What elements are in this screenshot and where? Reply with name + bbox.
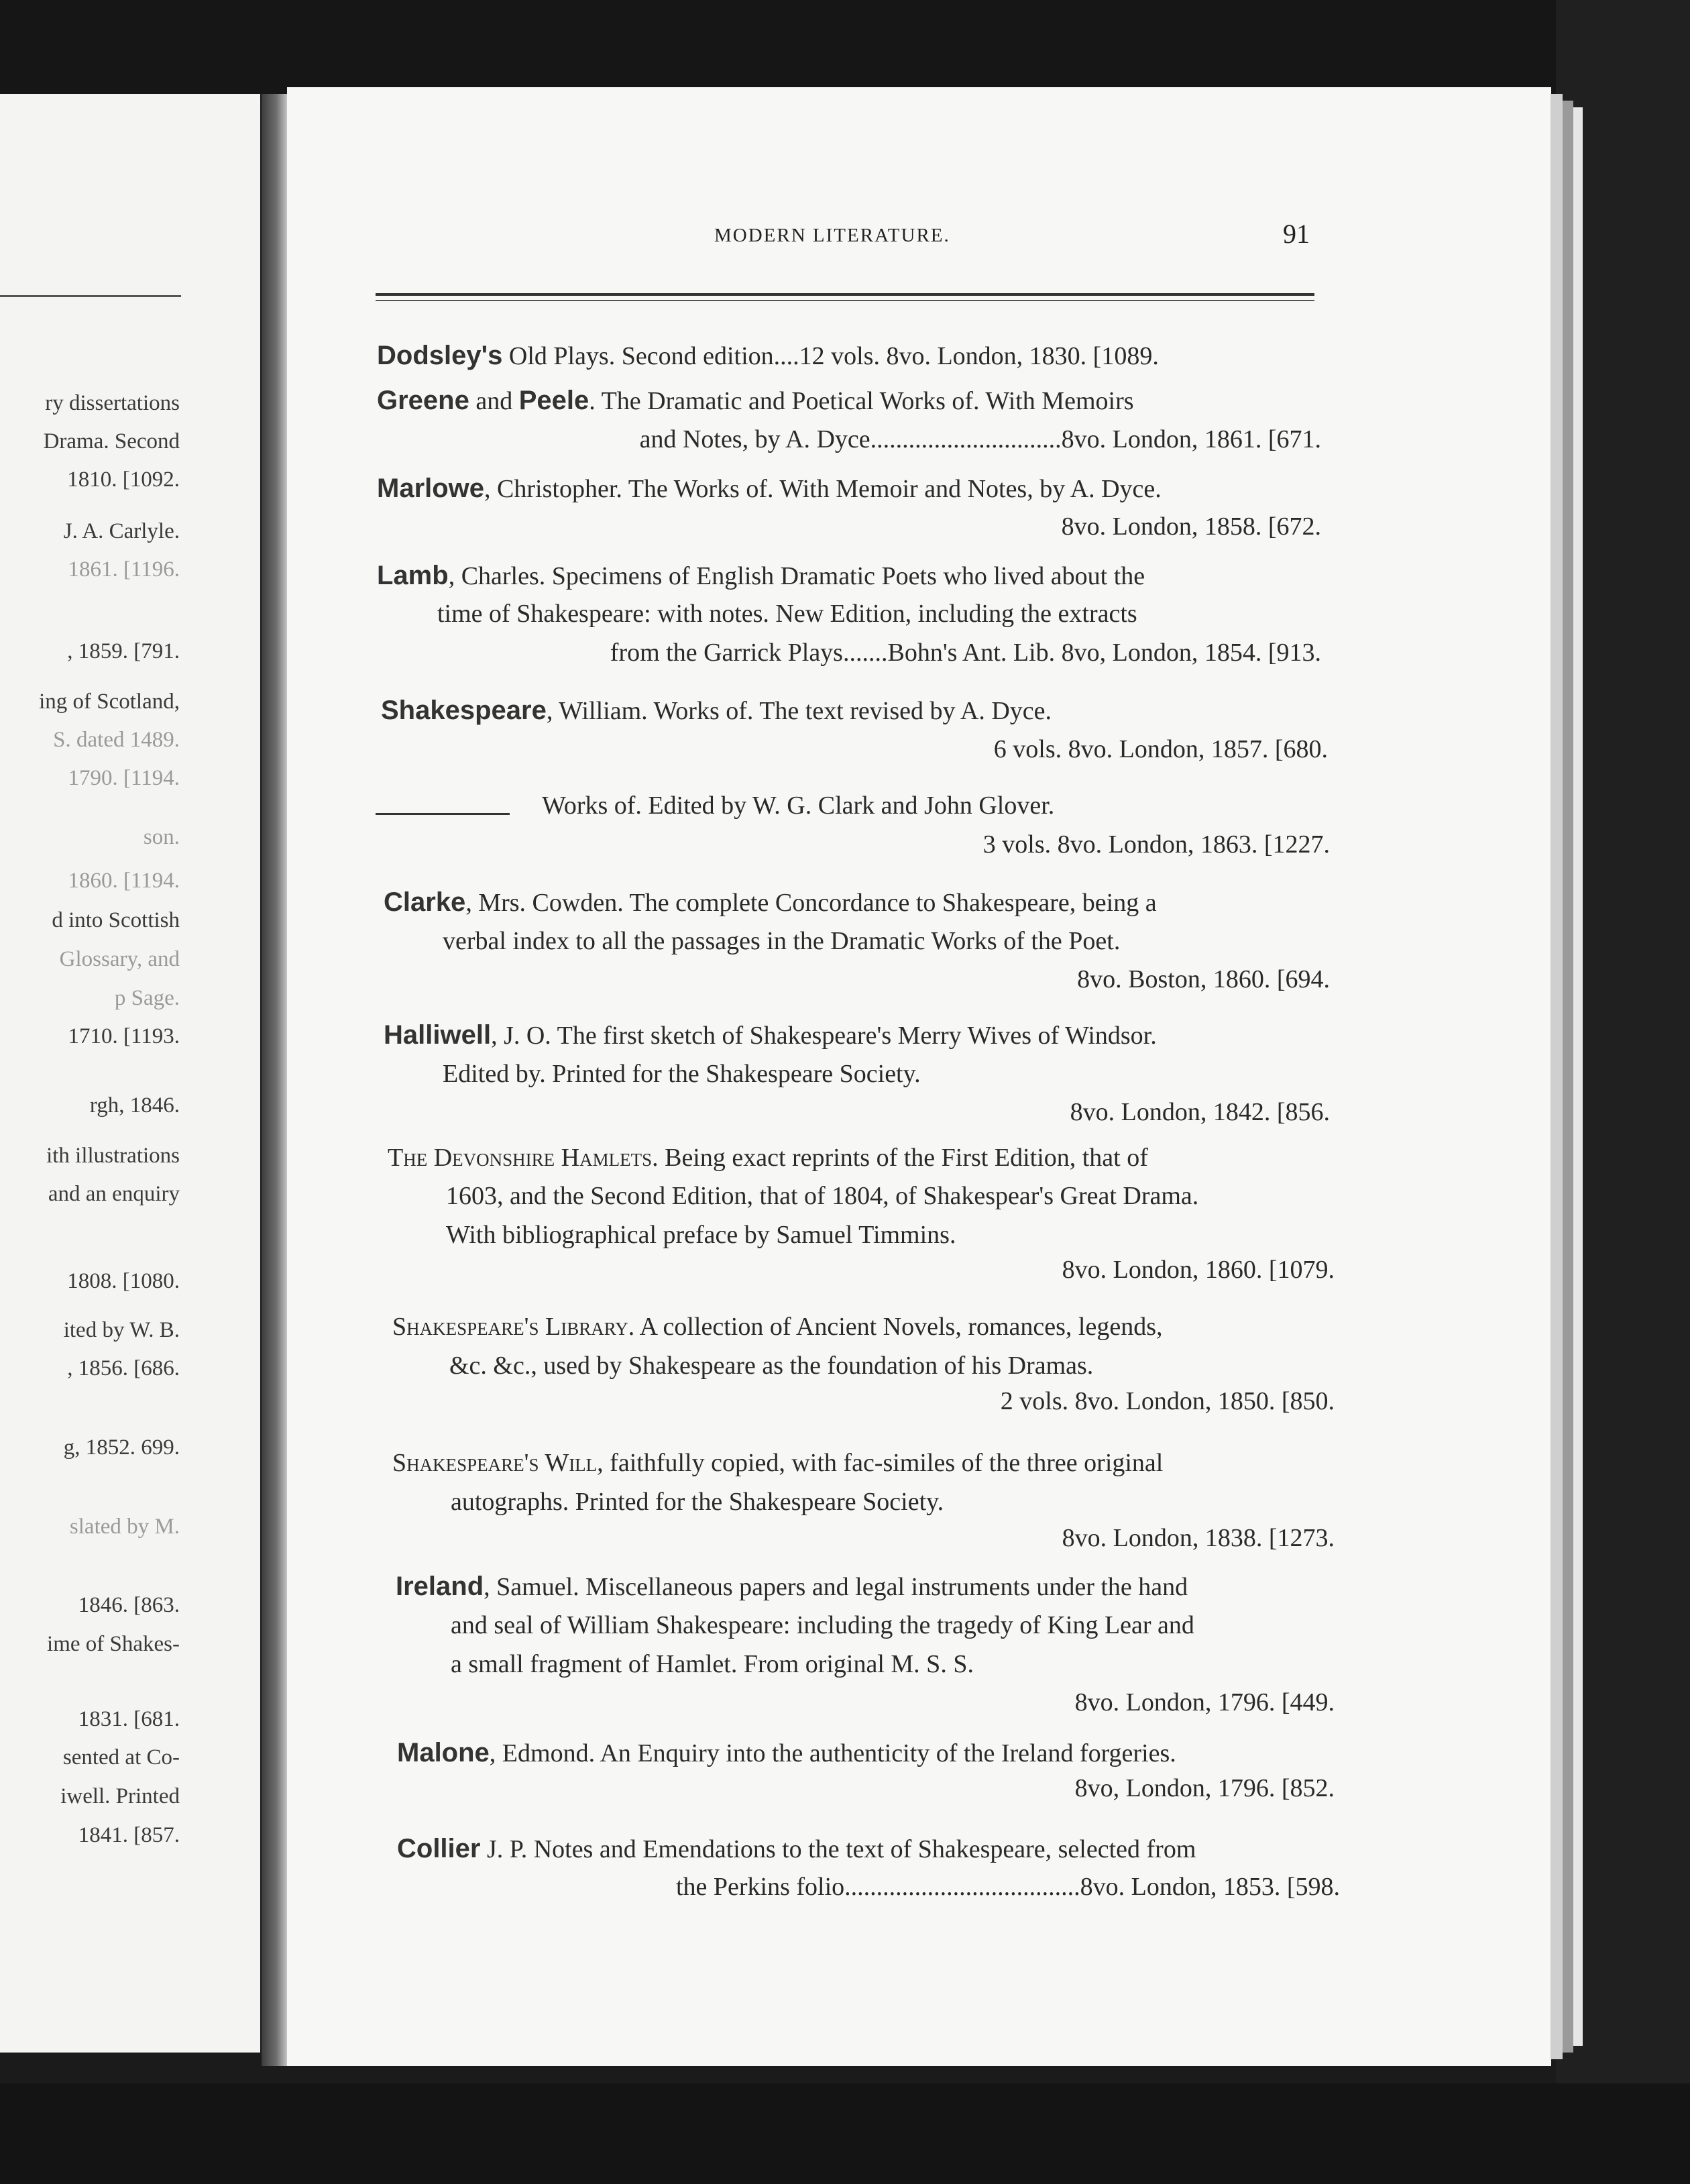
facing-page-left [0,94,260,2053]
entry-ireland-line-2: and seal of William Shakespeare: including the tragedy of King Lear and [451,1611,1194,1639]
facing-line: ing of Scotland, [39,690,180,714]
facing-line: sented at Co- [62,1745,180,1769]
entry-clark-glover-line-2: 3 vols. 8vo. London, 1863. [1227. [982,830,1330,859]
entry-heading: Shakespeare's Library [392,1313,628,1341]
facing-line: slated by M. [69,1515,180,1539]
entry-greene-peele-line-2: and Notes, by A. Dyce..............................8vo. London, 1861. [671. [639,425,1321,453]
facing-line: 1841. [857. [78,1823,180,1847]
facing-line: ith illustrations [46,1144,180,1168]
entry-heading: Lamb [377,561,449,590]
facing-line: ited by W. B. [63,1318,180,1342]
header-rule [376,293,1314,296]
scan-border-top [0,0,1690,101]
facing-line: Drama. Second [43,429,180,453]
entry-heading: Malone [397,1738,490,1767]
facing-line: ry dissertations [45,391,180,415]
entry-malone-line-2: 8vo, London, 1796. [852. [1074,1774,1335,1802]
facing-line: p Sage. [114,986,180,1010]
entry-heading: Peele [518,386,589,415]
book-gutter-shadow [262,94,288,2066]
facing-line: son. [143,825,180,849]
facing-line: 1710. [1193. [68,1024,180,1048]
entry-lamb-line-2: time of Shakespeare: with notes. New Edition, including the extracts [437,600,1137,628]
entry-heading: Ireland [396,1572,484,1601]
entry-heading: Greene [377,386,469,415]
entry-shakespeares-will-line-2: autographs. Printed for the Shakespeare Society. [451,1488,944,1516]
entry-heading: Dodsley's [377,341,503,370]
entry-shakespeares-will-line-3: 8vo. London, 1838. [1273. [1062,1524,1335,1552]
entry-shakespeare-dyce-line-2: 6 vols. 8vo. London, 1857. [680. [993,735,1328,763]
entry-devonshire-hamlets-line-2: 1603, and the Second Edition, that of 1804, of Shakespear's Great Drama. [446,1182,1199,1210]
entry-clarke-line-2: verbal index to all the passages in the Dramatic Works of the Poet. [443,927,1121,955]
entry-clark-glover-line-1: Works of. Edited by W. G. Clark and John Glover. [542,791,1055,820]
facing-line: d into Scottish [52,908,180,932]
entry-halliwell-line-1: Halliwell, J. O. The first sketch of Shakespeare's Merry Wives of Windsor. [384,1020,1157,1050]
entry-clarke-line-1: Clarke, Mrs. Cowden. The complete Concordance to Shakespeare, being a [384,887,1157,917]
entry-clarke-line-3: 8vo. Boston, 1860. [694. [1077,965,1330,993]
facing-line: 1860. [1194. [68,869,180,893]
entry-ireland-line-1: Ireland, Samuel. Miscellaneous papers and legal instruments under the hand [396,1572,1188,1601]
entry-marlowe-line-2: 8vo. London, 1858. [672. [1061,512,1321,541]
entry-greene-peele-line-1: Greene and Peele. The Dramatic and Poetical Works of. With Memoirs [377,386,1134,415]
facing-line: Glossary, and [59,947,180,971]
entry-devonshire-hamlets-line-4: 8vo. London, 1860. [1079. [1062,1256,1335,1284]
entry-shakespeares-library-line-2: &c. &c., used by Shakespeare as the foundation of his Dramas. [449,1352,1094,1380]
entry-lamb-line-1: Lamb, Charles. Specimens of English Dramatic Poets who lived about the [377,561,1145,590]
entry-devonshire-hamlets-line-1: The Devonshire Hamlets. Being exact reprints of the First Edition, that of [388,1144,1148,1172]
entry-shakespeares-will-line-1: Shakespeare's Will, faithfully copied, with fac-similes of the three original [392,1449,1164,1477]
facing-line: g, 1852. 699. [63,1435,180,1460]
entry-marlowe-line-1: Marlowe, Christopher. The Works of. With Memoir and Notes, by A. Dyce. [377,474,1162,503]
entry-dodsley-line-1: Dodsley's Old Plays. Second edition....12 vols. 8vo. London, 1830. [1089. [377,341,1159,370]
entry-shakespeare-dyce-line-1: Shakespeare, William. Works of. The text revised by A. Dyce. [381,696,1052,725]
scan-border-bottom [0,2083,1690,2184]
page-edge [1563,101,1573,2053]
entry-shakespeares-library-line-1: Shakespeare's Library. A collection of Ancient Novels, romances, legends, [392,1313,1163,1341]
entry-heading: Shakespeare's Will [392,1449,598,1477]
facing-line: rgh, 1846. [89,1093,180,1117]
entry-shakespeares-library-line-3: 2 vols. 8vo. London, 1850. [850. [1000,1387,1335,1415]
facing-line: S. dated 1489. [53,728,180,752]
facing-line: iwell. Printed [60,1784,180,1808]
facing-line: 1861. [1196. [68,557,180,582]
entry-collier-line-2: the Perkins folio.....................................8vo. London, 1853. [598. [675,1873,1340,1901]
entry-collier-line-1: Collier J. P. Notes and Emendations to the text of Shakespeare, selected from [397,1834,1196,1863]
facing-line: , 1859. [791. [67,639,180,663]
facing-line: 1846. [863. [78,1593,180,1617]
ditto-dash [376,813,510,815]
facing-line: 1810. [1092. [67,468,180,492]
facing-line: J. A. Carlyle. [63,519,180,543]
entry-devonshire-hamlets-line-3: With bibliographical preface by Samuel Timmins. [446,1221,956,1249]
entry-heading: Shakespeare [381,696,547,725]
facing-line: and an enquiry [48,1182,180,1206]
header-rule [376,300,1314,301]
entry-halliwell-line-2: Edited by. Printed for the Shakespeare Society. [443,1060,921,1088]
entry-heading: Collier [397,1834,481,1863]
entry-heading: Marlowe [377,474,485,503]
entry-ireland-line-4: 8vo. London, 1796. [449. [1074,1688,1335,1716]
entry-heading: Halliwell [384,1020,492,1050]
page-number: 91 [1283,219,1310,249]
facing-line: 1831. [681. [78,1707,180,1731]
page-edge [1551,94,1563,2059]
entry-heading: The Devonshire Hamlets [388,1144,653,1172]
page-edge [1573,107,1583,2046]
entry-lamb-line-3: from the Garrick Plays.......Bohn's Ant. Lib. 8vo, London, 1854. [913. [610,639,1321,667]
running-header: MODERN LITERATURE. [714,225,950,246]
entry-halliwell-line-3: 8vo. London, 1842. [856. [1070,1098,1330,1126]
entry-malone-line-1: Malone, Edmond. An Enquiry into the authenticity of the Ireland forgeries. [397,1738,1176,1767]
facing-page-rule [0,295,181,297]
facing-line: 1808. [1080. [67,1269,180,1293]
entry-ireland-line-3: a small fragment of Hamlet. From original M. S. S. [451,1650,974,1678]
facing-line: 1790. [1194. [68,766,180,790]
facing-line: ime of Shakes- [47,1632,180,1656]
facing-line: , 1856. [686. [67,1356,180,1380]
entry-heading: Clarke [384,887,466,917]
